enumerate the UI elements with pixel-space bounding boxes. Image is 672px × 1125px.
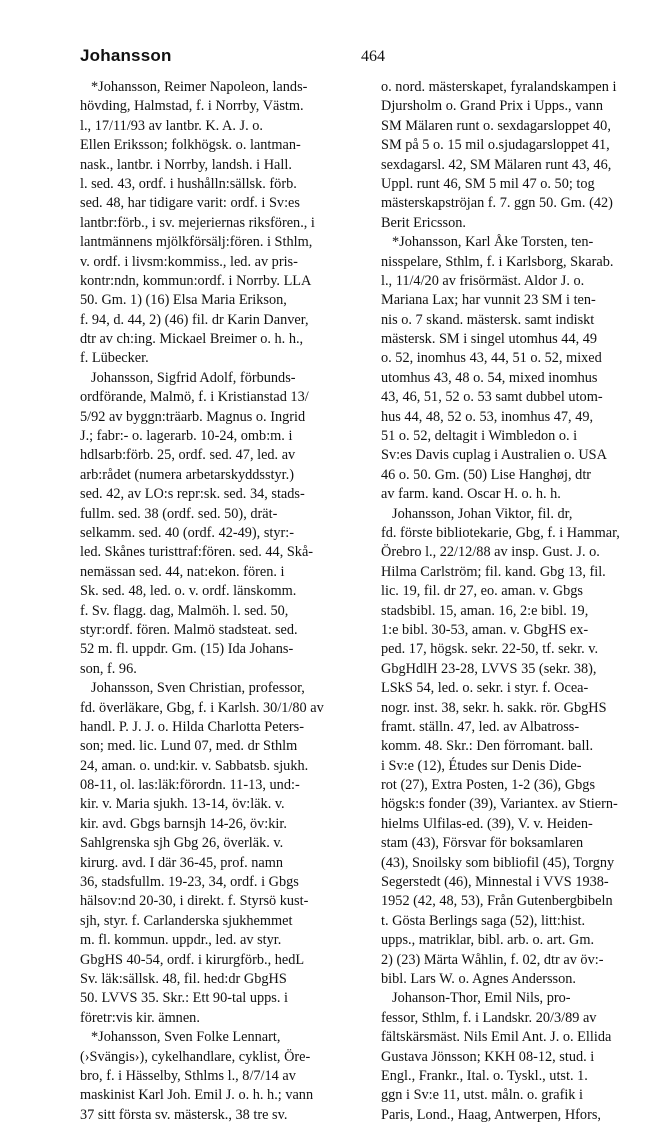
text-line: Engl., Frankr., Ital. o. Tyskl., utst. 1. [381,1067,588,1084]
text-line: l., 11/4/20 av frisörmäst. Aldor J. o. [381,272,585,289]
text-line: 24, aman. o. und:kir. v. Sabbatsb. sjukh. [80,757,309,774]
text-line: Uppl. runt 46, SM 5 mil 47 o. 50; tog [381,175,595,192]
text-line: son, f. 96. [80,660,137,677]
text-line: o. 52, inomhus 43, 44, 51 o. 52, mixed [381,350,602,367]
text-line: kirurg. avd. I där 36-45, prof. namn [80,854,284,871]
text-line: m. fl. kommun. uppdr., led. av styr. [80,932,282,949]
text-line: hdlsarb:förb. 25, ordf. sed. 47, led. av [80,447,296,464]
text-line: (›Svängis›), cykelhandlare, cyklist, Öre- [80,1048,311,1065]
text-line: hielms Ulfilas-ed. (39), V. v. Heiden- [381,815,593,832]
text-line: fd. förste bibliotekarie, Gbg, f. i Hammar, [381,524,620,541]
text-line: fd. överläkare, Gbg, f. i Karlsh. 30/1/80 av [80,699,324,716]
text-line: 52 m. fl. uppdr. Gm. (15) Ida Johans- [80,641,294,658]
text-line: hus 44, 48, 52 o. 53, inomhus 47, 49, [381,408,594,425]
text-line: GbgHdlH 23-28, LVVS 35 (sekr. 38), [381,660,597,677]
right-column [381,78,671,1125]
text-line: f. Sv. flagg. dag, Malmöh. l. sed. 50, [80,602,289,619]
text-line: fältskärsmäst. Nils Emil Ant. J. o. Ellida [381,1029,612,1046]
text-line: sed. 48, har tidigare varit: ordf. i Sv:es [80,195,300,212]
text-line: o. nord. mästerskapet, fyralandskampen i [381,79,617,95]
text-line: utomhus 43, 48 o. 54, mixed inomhus [381,369,598,386]
text-line: framt. ställn. 47, led. av Albatross- [381,718,580,735]
text-line: nis o. 7 skand. mästersk. samt indiskt [381,311,595,328]
text-line: rot (27), Extra Posten, 1-2 (36), Gbgs [381,777,596,794]
text-line: GbgHS 40-54, ordf. i kirurgförb., hedL [80,951,305,968]
text-line: Paris, Lond., Haag, Antwerpen, Hfors, [381,1106,601,1123]
text-line: SM Mälaren runt o. sexdagarsloppet 40, [381,117,611,134]
text-line: f. 94, d. 44, 2) (46) fil. dr Karin Danver, [80,311,309,328]
text-line: selkamm. sed. 40 (ordf. 42-49), styr:- [80,524,295,541]
text-line: fullm. sed. 38 (ordf. sed. 50), drät- [80,505,278,522]
text-line: företr:vis kir. ämnen. [80,1009,200,1026]
text-line: Mariana Lax; har vunnit 23 SM i ten- [381,292,596,309]
text-line: J.; fabr:- o. lagerarb. 10-24, omb:m. i [80,428,293,445]
text-line: Örebro l., 22/12/88 av insp. Gust. J. o. [381,544,600,561]
text-line: (43), Snoilsky som bibliofil (45), Torgny [381,854,615,871]
text-line: LSkS 54, led. o. sekr. i styr. f. Ocea- [381,680,589,697]
text-line: v. ordf. i livsm:kommiss., led. av pris- [80,253,298,270]
text-line: 46 o. 50. Gm. (50) Lise Hanghøj, dtr [381,466,592,483]
text-line: styr:ordf. fören. Malmö stadsteat. sed. [80,621,298,638]
entry-heading-line: *Johansson, Sven Folke Lennart, [91,1029,281,1046]
text-line: f. Lübecker. [80,350,149,367]
text-line: lantbr:förb., i sv. mejeriernas riksfören., i [80,214,315,231]
text-line: Hilma Carlström; fil. kand. Gbg 13, fil. [381,563,606,580]
text-line: l., 17/11/93 av lantbr. K. A. J. o. [80,117,263,134]
text-line: ordförande, Malmö, f. i Kristianstad 13/ [80,389,309,406]
text-line: l. sed. 43, ordf. i hushålln:sällsk. förb. [80,175,297,192]
text-line: Djursholm o. Grand Prix i Upps., vann [381,98,603,115]
text-line: Sahlgrenska sjh Gbg 26, överläk. v. [80,835,284,852]
text-line: 50. Gm. 1) (16) Elsa Maria Erikson, [80,292,287,309]
entry-heading-line: *Johansson, Karl Åke Torsten, ten- [392,234,594,251]
text-line: son; med. lic. Lund 07, med. dr Sthlm [80,738,298,755]
text-line: lantmännens mjölkförsälj:fören. i Sthlm, [80,234,313,251]
text-line: Berit Ericsson. [381,214,466,231]
text-line: led. Skånes turisttraf:fören. sed. 44, Skå- [80,544,314,561]
text-line: nask., lantbr. i Norrby, landsh. i Hall. [80,156,292,173]
entry-heading-line: Johanson-Thor, Emil Nils, pro- [392,990,571,1007]
text-line: lic. 19, fil. dr 27, eo. aman. v. Gbgs [381,583,583,600]
text-line: ped. 17, högsk. sekr. 22-50, tf. sekr. v. [381,641,599,658]
text-line: 50. LVVS 35. Skr.: Ett 90-tal upps. i [80,990,288,1007]
text-line: kontr:ndn, kommun:ordf. i Norrby. LLA [80,272,312,289]
text-line: högsk:s fonder (39), Variantex. av Stiern- [381,796,618,813]
text-line: mästersk. SM i singel utomhus 44, 49 [381,331,598,348]
entry-heading-line: *Johansson, Reimer Napoleon, lands- [91,79,308,95]
text-line: mästerskapströjan f. 7. ggn 50. Gm. (42) [381,195,613,212]
text-line: 51 o. 52, deltagit i Wimbledon o. i [381,428,578,445]
text-line: fessor, Sthlm, f. i Landskr. 20/3/89 av [381,1009,597,1026]
text-line: stadsbibl. 15, aman. 16, 2:e bibl. 19, [381,602,589,619]
text-line: upps., matriklar, bibl. arb. o. art. Gm. [381,932,595,949]
text-line: Ellen Eriksson; folkhögsk. o. lantman- [80,137,301,154]
text-line: nemässan sed. 44, nat:ekon. fören. i [80,563,285,580]
page-number: 464 [361,48,385,65]
text-line: arb:rådet (numera arbetarskyddsstyr.) [80,466,294,483]
text-line: sexdagarsl. 42, SM Mälaren runt 43, 46, [381,156,612,173]
text-line: nogr. inst. 38, sekr. h. sakk. rör. GbgHS [381,699,607,716]
text-line: 1952 (42, 48, 53), Från Gutenbergbibeln [381,893,613,910]
text-line: stam (43), Försvar för boksamlaren [381,835,584,852]
text-line: kir. avd. Gbgs barnsjh 14-26, öv:kir. [80,815,287,832]
entry-heading-line: Johansson, Johan Viktor, fil. dr, [392,505,573,522]
text-line: 2) (23) Märta Wåhlin, f. 02, dtr av öv:- [381,951,604,968]
text-line: 1:e bibl. 30-53, aman. v. GbgHS ex- [381,621,589,638]
left-column [80,78,366,1125]
text-line: i Sv:e (12), Études sur Denis Dide- [381,757,582,774]
text-line: Sv:es Davis cuplag i Australien o. USA [381,447,607,464]
running-head-surname: Johansson [80,46,172,65]
text-line: nisspelare, Sthlm, f. i Karlsborg, Skarab. [381,253,614,270]
text-line: Segerstedt (46), Minnestal i VVS 1938- [381,874,609,891]
text-line: 5/92 av byggn:träarb. Magnus o. Ingrid [80,408,306,425]
text-line: 37 sitt första sv. mästersk., 38 tre sv. [80,1106,288,1123]
text-line: 08-11, ol. las:läk:förordn. 11-13, und:- [80,777,300,794]
text-line: maskinist Karl Joh. Emil J. o. h. h.; vann [80,1087,314,1104]
text-line: ggn i Sv:e 11, utst. måln. o. grafik i [381,1087,583,1104]
text-line: t. Gösta Berlings saga (52), litt:hist. [381,912,586,929]
text-line: sjh, styr. f. Carlanderska sjukhemmet [80,912,293,929]
text-line: SM på 5 o. 15 mil o.sjudagarsloppet 41, [381,137,610,154]
text-line: 43, 46, 51, 52 o. 53 samt dubbel utom- [381,389,603,406]
text-line: komm. 48. Skr.: Den förromant. ball. [381,738,594,755]
text-line: handl. P. J. J. o. Hilda Charlotta Peters- [80,718,304,735]
entry-heading-line: Johansson, Sigfrid Adolf, förbunds- [91,369,296,386]
text-line: Sv. läk:sällsk. 48, fil. hed:dr GbgHS [80,970,287,987]
text-line: Gustava Jönsson; KKH 08-12, stud. i [381,1048,595,1065]
text-line: bro, f. i Hässelby, Sthlms l., 8/7/14 av [80,1067,296,1084]
text-line: bibl. Lars W. o. Agnes Andersson. [381,970,576,987]
entry-heading-line: Johansson, Sven Christian, professor, [91,680,305,697]
text-line: sed. 42, av LO:s repr:sk. sed. 34, stads- [80,486,305,503]
text-line: hövding, Halmstad, f. i Norrby, Västm. [80,98,304,115]
text-line: hälsov:nd 20-30, i direkt. f. Styrsö kust- [80,893,309,910]
text-line: kir. v. Maria sjukh. 13-14, öv:läk. v. [80,796,285,813]
text-line: Sk. sed. 48, led. o. v. ordf. länskomm. [80,583,297,600]
text-line: dtr av ch:ing. Mickael Breimer o. h. h., [80,331,304,348]
text-line: av farm. kand. Oscar H. o. h. h. [381,486,561,503]
text-line: 36, stadsfullm. 19-23, 34, ordf. i Gbgs [80,874,299,891]
